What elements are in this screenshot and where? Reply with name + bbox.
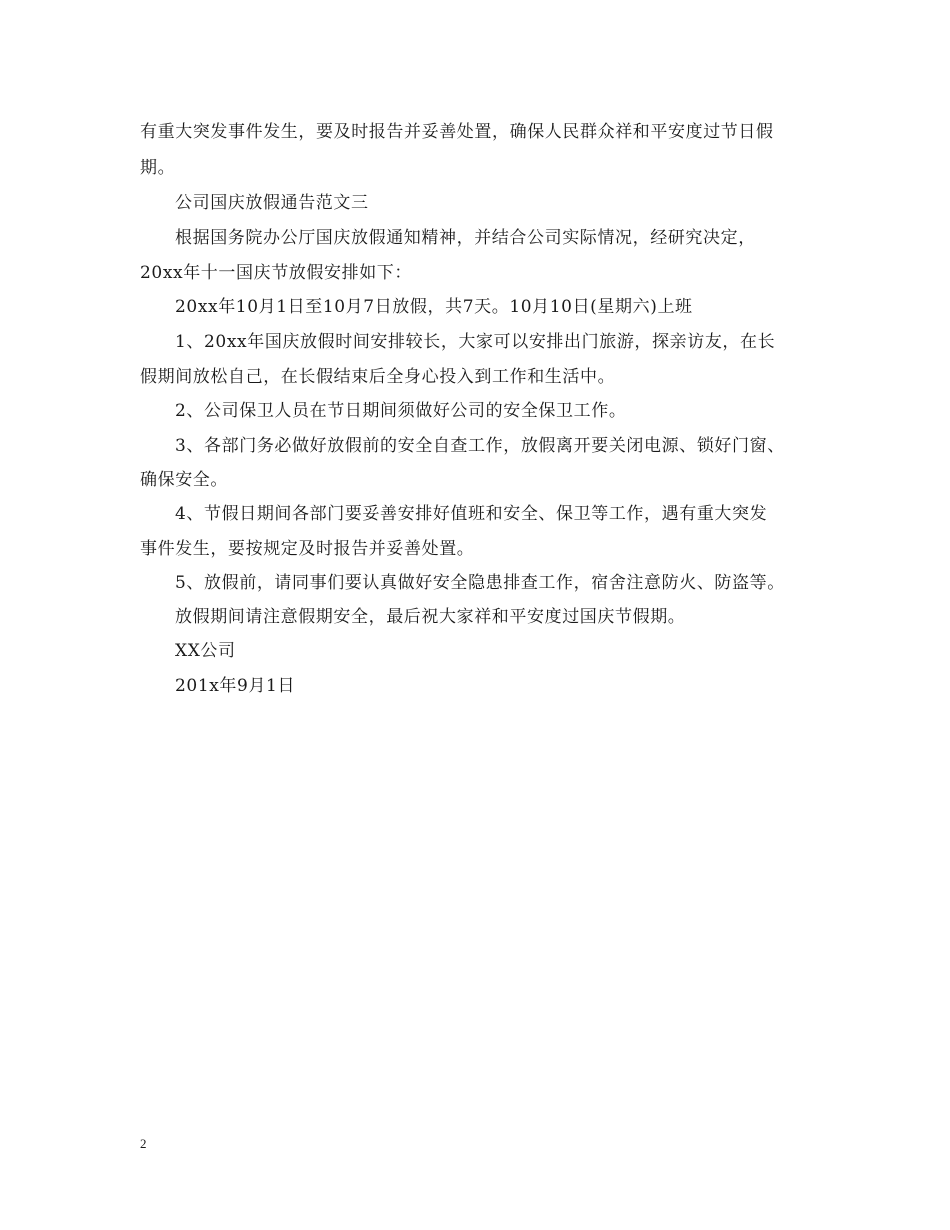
list-item-2: 2、公司保卫人员在节日期间须做好公司的安全保卫工作。 (175, 401, 627, 421)
text-line: 有重大突发事件发生，要及时报告并妥善处置，确保人民群众祥和平安度过节日假 (140, 122, 774, 142)
list-item-1: 1、20xx年国庆放假时间安排较长，大家可以安排出门旅游，探亲访友，在长 (175, 332, 776, 352)
text-line: 事件发生，要按规定及时报告并妥善处置。 (140, 539, 475, 559)
text-line: 期。 (140, 158, 176, 178)
text-line: 放假期间请注意假期安全，最后祝大家祥和平安度过国庆节假期。 (175, 607, 686, 627)
text-line: 假期间放松自己，在长假结束后全身心投入到工作和生活中。 (140, 367, 616, 387)
list-item-3: 3、各部门务必做好放假前的安全自查工作，放假离开要关闭电源、锁好门窗、 (175, 436, 785, 456)
signature-date: 201x年9月1日 (175, 676, 296, 696)
text-line: 根据国务院办公厅国庆放假通知精神，并结合公司实际情况，经研究决定， (175, 228, 756, 248)
signature-company: XX公司 (175, 641, 236, 661)
list-item-5: 5、放假前，请同事们要认真做好安全隐患排查工作，宿舍注意防火、防盗等。 (175, 573, 785, 593)
list-item-4: 4、节假日期间各部门要妥善安排好值班和安全、保卫等工作，遇有重大突发 (175, 504, 768, 524)
section-heading: 公司国庆放假通告范文三 (175, 193, 369, 213)
text-line: 20xx年10月1日至10月7日放假，共7天。10月10日(星期六)上班 (175, 297, 693, 317)
page-number: 2 (140, 1136, 147, 1151)
text-line: 确保安全。 (140, 470, 228, 490)
text-line: 20xx年十一国庆节放假安排如下： (140, 263, 413, 283)
